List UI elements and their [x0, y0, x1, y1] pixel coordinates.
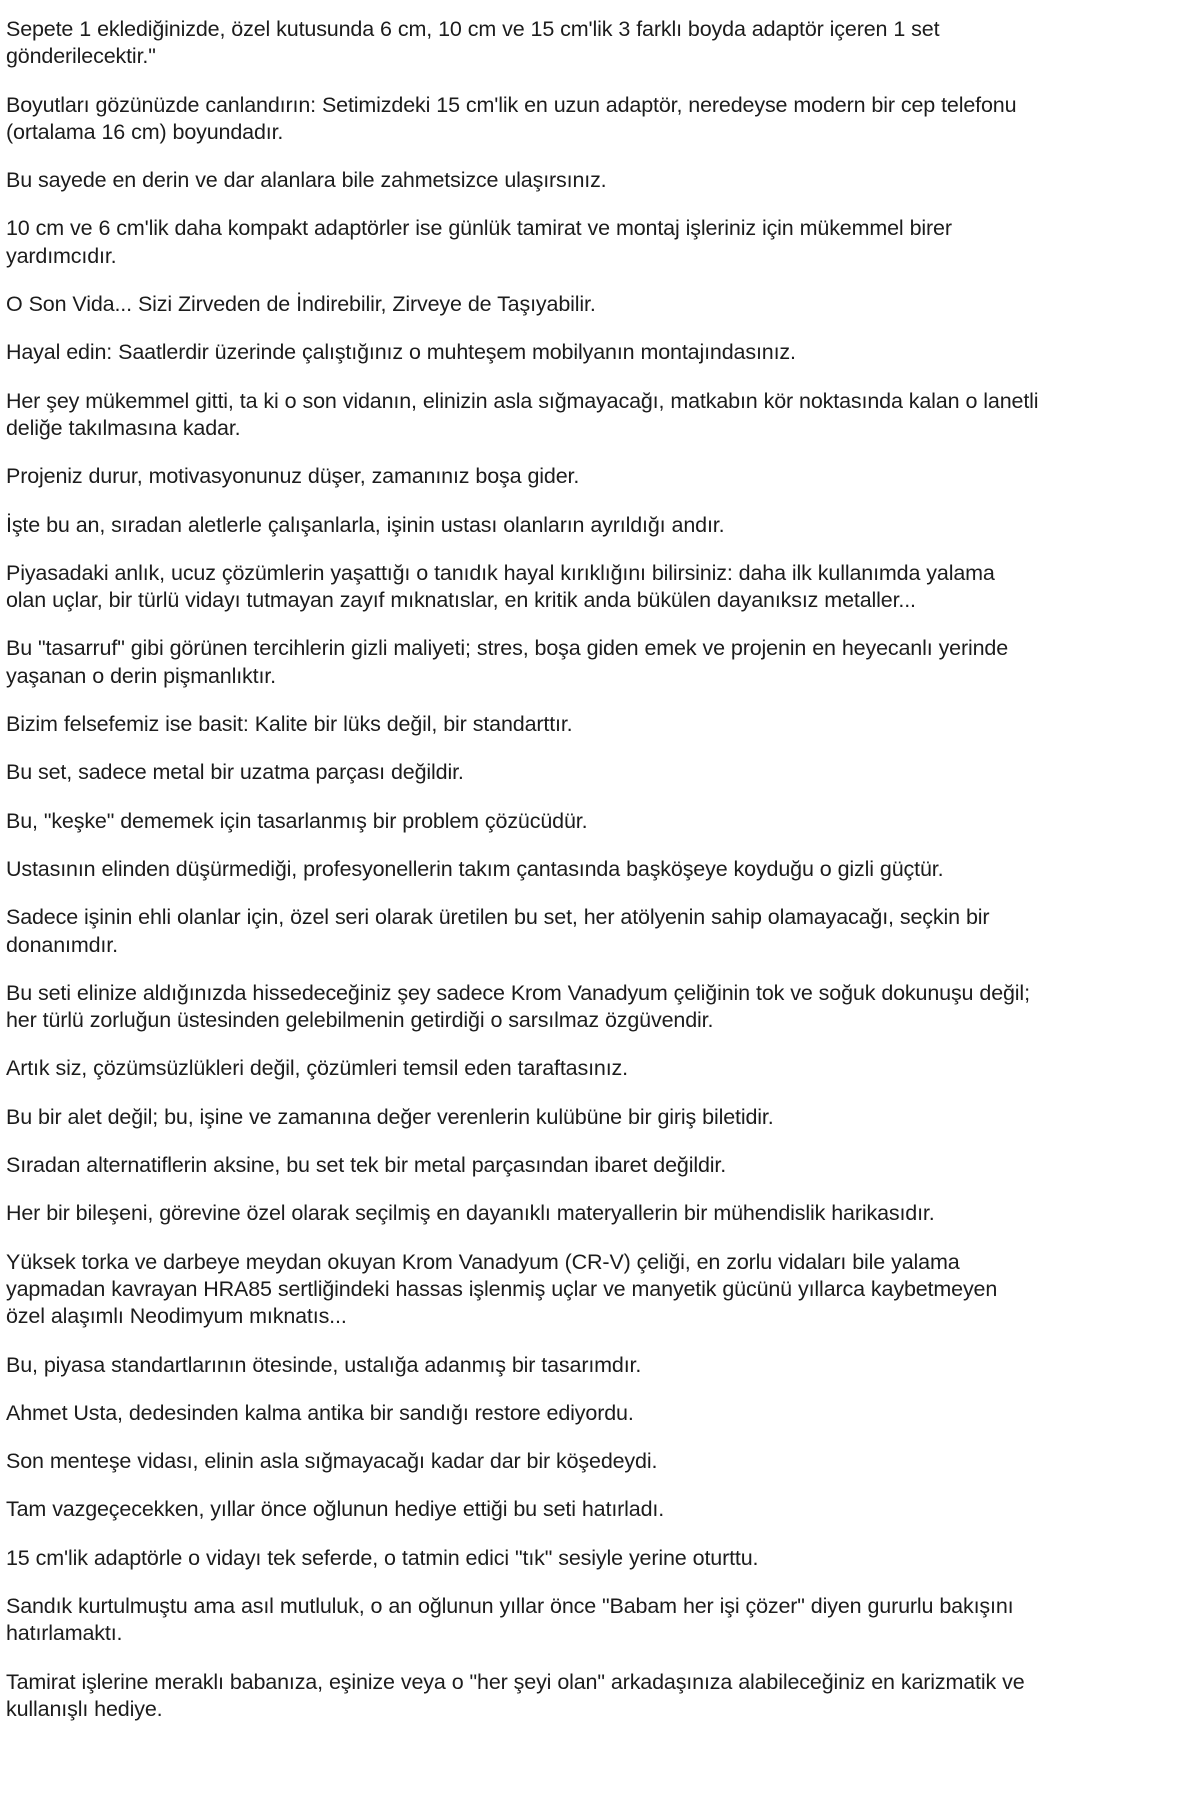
paragraph: Bu seti elinize aldığınızda hissedeceğiniz şey sadece Krom Vanadyum çeliğinin tok ve soğuk dokunuşu değil; her türlü zorluğun üstesinden gelebilmenin getirdiği o sarsılmaz özgüvendir. — [6, 980, 1030, 1033]
paragraph: Sıradan alternatiflerin aksine, bu set tek bir metal parçasından ibaret değildir. — [6, 1153, 727, 1178]
paragraph: O Son Vida... Sizi Zirveden de İndirebilir, Zirveye de Taşıyabilir. — [6, 292, 596, 317]
paragraph: Ahmet Usta, dedesinden kalma antika bir sandığı restore ediyordu. — [6, 1400, 634, 1425]
paragraph: Bu sayede en derin ve dar alanlara bile zahmetsizce ulaşırsınız. — [6, 168, 607, 193]
paragraph: Her şey mükemmel gitti, ta ki o son vidanın, elinizin asla sığmayacağı, matkabın kör noktasında kalan o lanetli deliğe takılmasına kadar. — [6, 388, 1039, 440]
paragraph: Sadece işinin ehli olanlar için, özel seri olarak üretilen bu set, her atölyenin sahip olamayacağı, seçkin bir donanımdır. — [6, 905, 990, 957]
paragraph: Projeniz durur, motivasyonunuz düşer, zamanınız boşa gider. — [6, 464, 580, 489]
paragraph: Bu set, sadece metal bir uzatma parçası değildir. — [6, 760, 464, 785]
paragraph: Her bir bileşeni, görevine özel olarak seçilmiş en dayanıklı materyallerin bir mühendislik harikasıdır. — [6, 1201, 935, 1226]
paragraph: Artık siz, çözümsüzlükleri değil, çözümleri temsil eden taraftasınız. — [6, 1056, 628, 1081]
paragraph: Ustasının elinden düşürmediği, profesyonellerin takım çantasında başköşeye koyduğu o gizli güçtür. — [6, 856, 944, 881]
paragraph: İşte bu an, sıradan aletlerle çalışanlarla, işinin ustası olanların ayrıldığı andır. — [6, 512, 725, 537]
paragraph: 10 cm ve 6 cm'lik daha kompakt adaptörler ise günlük tamirat ve montaj işleriniz için mükemmel birer yardımcıdır. — [6, 216, 952, 268]
paragraph: Bu, piyasa standartlarının ötesinde, ustalığa adanmış bir tasarımdır. — [6, 1352, 642, 1377]
paragraph: Sandık kurtulmuştu ama asıl mutluluk, o an oğlunun yıllar önce "Babam her işi çözer" diyen gururlu bakışını hatırlamaktı. — [6, 1593, 1014, 1646]
paragraph: Son menteşe vidası, elinin asla sığmayacağı kadar dar bir köşedeydi. — [6, 1449, 658, 1474]
paragraph: Bu, "keşke" dememek için tasarlanmış bir problem çözücüdür. — [6, 808, 588, 833]
paragraph: Sepete 1 eklediğinizde, özel kutusunda 6 cm, 10 cm ve 15 cm'lik 3 farklı boyda adaptör içeren 1 set gönderilecektir." — [6, 17, 940, 69]
paragraph: Piyasadaki anlık, ucuz çözümlerin yaşattığı o tanıdık hayal kırıklığını bilirsiniz: daha ilk kullanımda yalama olan uçlar, bir türlü vidayı tutmayan zayıf mıknatıslar, en kritik anda bükülen dayanıksız metaller... — [6, 560, 995, 613]
paragraph: Tam vazgeçecekken, yıllar önce oğlunun hediye ettiği bu seti hatırladı. — [6, 1497, 665, 1522]
paragraph: 15 cm'lik adaptörle o vidayı tek seferde, o tatmin edici "tık" sesiyle yerine oturttu. — [6, 1545, 759, 1570]
document-body — [6, 16, 1040, 1723]
paragraph: Tamirat işlerine meraklı babanıza, eşinize veya o "her şeyi olan" arkadaşınıza alabileceğiniz en karizmatik ve kullanışlı hediye. — [6, 1669, 1025, 1721]
paragraph: Boyutları gözünüzde canlandırın: Setimizdeki 15 cm'lik en uzun adaptör, neredeyse modern bir cep telefonu (ortalama 16 cm) boyundadır. — [6, 92, 1017, 144]
paragraph: Hayal edin: Saatlerdir üzerinde çalıştığınız o muhteşem mobilyanın montajındasınız. — [6, 340, 796, 365]
paragraph: Yüksek torka ve darbeye meydan okuyan Krom Vanadyum (CR-V) çeliği, en zorlu vidaları bile yalama yapmadan kavrayan HRA85 sertliğindeki hassas işlenmiş uçlar ve manyetik gücünü yıllarca kaybetmeyen özel alaşımlı Neodimyum mıknatıs... — [6, 1249, 998, 1329]
paragraph: Bu bir alet değil; bu, işine ve zamanına değer verenlerin kulübüne bir giriş biletidir. — [6, 1104, 774, 1129]
paragraph: Bu "tasarruf" gibi görünen tercihlerin gizli maliyeti; stres, boşa giden emek ve projenin en heyecanlı yerinde yaşanan o derin pişmanlıktır. — [6, 636, 1009, 688]
paragraph: Bizim felsefemiz ise basit: Kalite bir lüks değil, bir standarttır. — [6, 712, 573, 737]
